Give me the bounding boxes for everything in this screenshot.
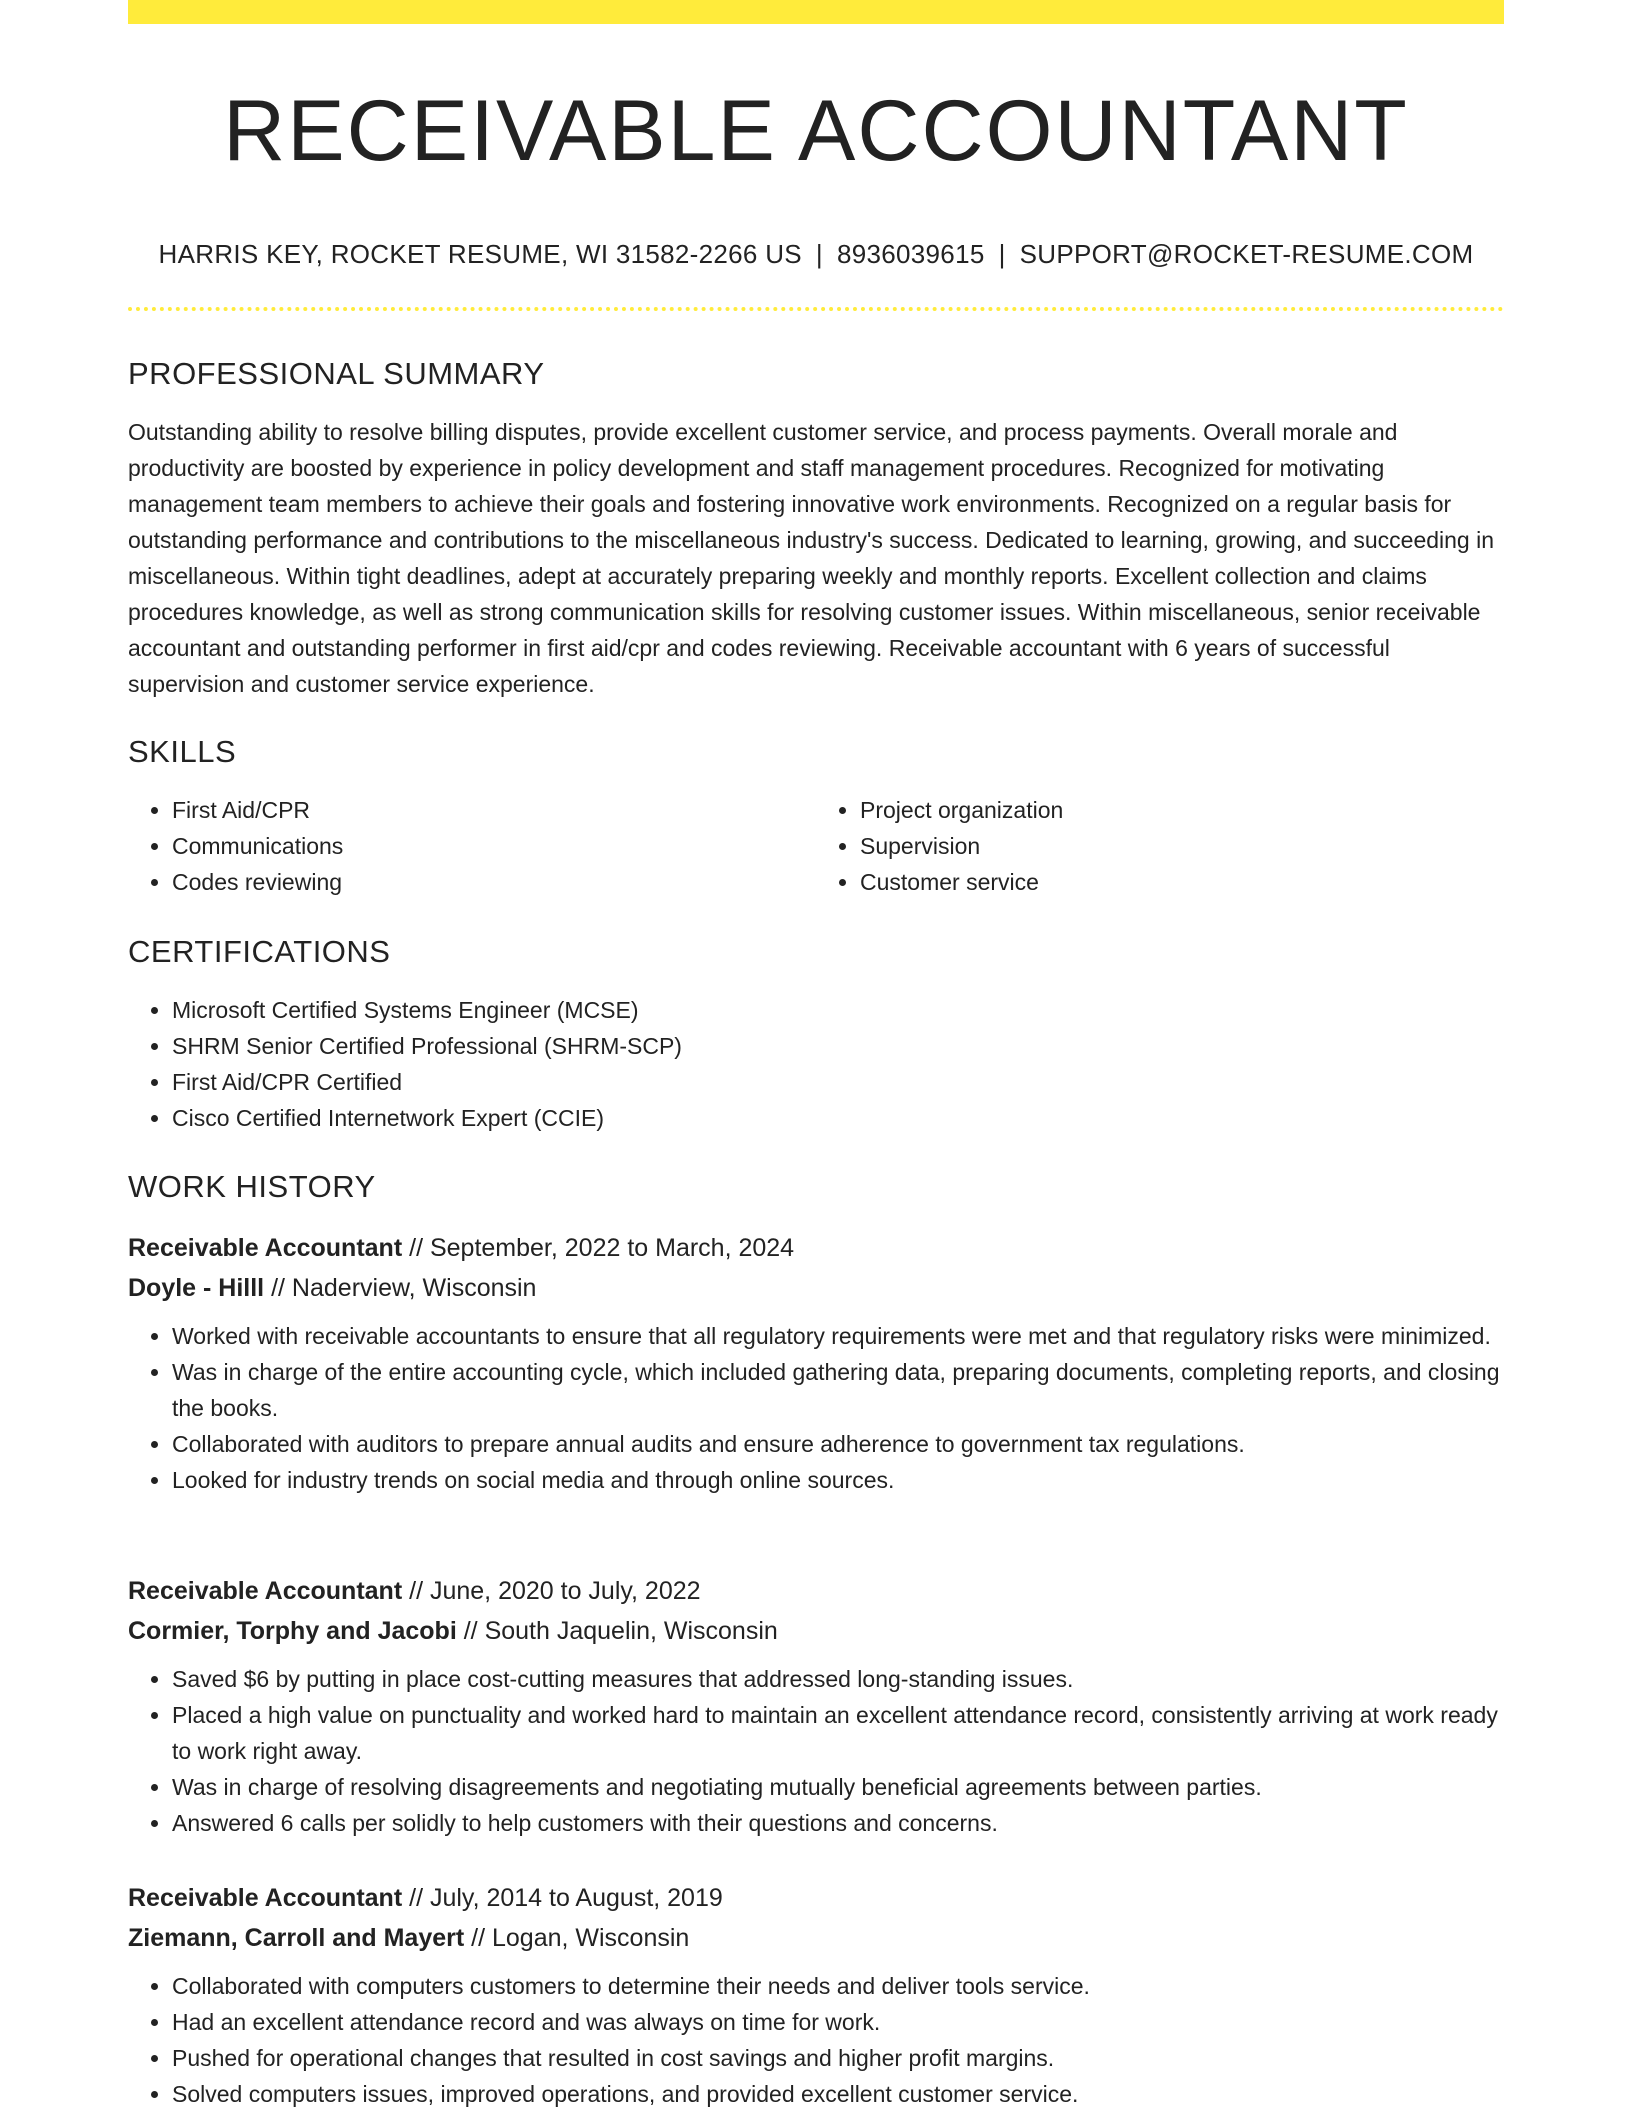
- job-title-line: [128, 1571, 1504, 1611]
- job-company: Ziemann, Carroll and Mayert: [128, 1924, 465, 1952]
- job-bullet: • Placed a high value on punctuality and worked hard to maintain an excellent attendance record, consistently arriving at work ready to work right away.: [172, 1697, 1504, 1769]
- section-heading: WORK HISTORY: [128, 1169, 376, 1204]
- job-bullet: • Looked for industry trends on social media and through online sources.: [172, 1462, 1504, 1498]
- job-title: Receivable Accountant: [128, 1577, 403, 1605]
- job-bullet: • Worked with receivable accountants to ensure that all regulatory requirements were met and that regulatory risks were minimized.: [172, 1318, 1504, 1354]
- contact-phone[interactable]: 8936039615: [836, 239, 985, 269]
- job-bullets: [128, 1661, 1504, 1841]
- job-company: Cormier, Torphy and Jacobi: [128, 1617, 457, 1645]
- certifications-list: [128, 992, 1504, 1136]
- job-dates: // September, 2022 to March, 2024: [409, 1234, 795, 1262]
- skill-item: • Supervision: [860, 828, 1504, 864]
- summary-text: Outstanding ability to resolve billing disputes, provide excellent customer service, and process payments. Overall morale and productivity are boosted by experience in policy development and staff management procedures. Recognized for motivating management team members to achieve their goals and fostering innovative work environments. Recognized on a regular basis for outstanding performance and contributions to the miscellaneous industry's success. Dedicated to learning, growing, and succeeding in miscellaneous. Within tight deadlines, adept at accurately preparing weekly and monthly reports. Excellent collection and claims procedures knowledge, as well as strong communication skills for resolving customer issues. Within miscellaneous, senior receivable accountant and outstanding performer in first aid/cpr and codes reviewing. Receivable accountant with 6 years of successful supervision and customer service experience.: [128, 419, 1495, 697]
- contact-separator: |: [998, 239, 1006, 269]
- contact-separator: |: [815, 239, 823, 269]
- job-dates: // July, 2014 to August, 2019: [409, 1884, 723, 1912]
- resume-title: RECEIVABLE ACCOUNTANT: [223, 83, 1409, 179]
- skills-columns: [128, 792, 1504, 900]
- section-heading: SKILLS: [128, 734, 237, 769]
- accent-top-bar: [128, 0, 1504, 24]
- certification-item: • SHRM Senior Certified Professional (SHRM-SCP): [172, 1028, 1504, 1064]
- job-title-line: [128, 1878, 1504, 1918]
- job-entry: [128, 1571, 1504, 1841]
- contact-address: HARRIS KEY, ROCKET RESUME, WI 31582-2266 US: [158, 239, 802, 269]
- job-title: Receivable Accountant: [128, 1884, 403, 1912]
- job-company: Doyle - Hilll: [128, 1274, 265, 1302]
- job-company-line: [128, 1268, 1504, 1308]
- job-bullet: • Saved $6 by putting in place cost-cutting measures that addressed long-standing issues.: [172, 1661, 1504, 1697]
- skill-item: • Customer service: [860, 864, 1504, 900]
- skill-item: • Communications: [172, 828, 816, 864]
- job-location: // South Jaquelin, Wisconsin: [463, 1617, 778, 1645]
- work-history-section: [128, 1167, 1504, 1207]
- summary-section: [128, 354, 1504, 702]
- job-bullet: • Collaborated with auditors to prepare annual audits and ensure adherence to government tax regulations.: [172, 1426, 1504, 1462]
- skills-section: [128, 732, 1504, 900]
- dotted-divider: [128, 307, 1504, 311]
- skill-item: • Project organization: [860, 792, 1504, 828]
- job-dates: // June, 2020 to July, 2022: [409, 1577, 701, 1605]
- job-company-line: [128, 1918, 1504, 1958]
- job-company-line: [128, 1611, 1504, 1651]
- job-title-line: [128, 1228, 1504, 1268]
- job-location: // Naderview, Wisconsin: [271, 1274, 537, 1302]
- certification-item: • Cisco Certified Internetwork Expert (CCIE): [172, 1100, 1504, 1136]
- job-bullets: [128, 1318, 1504, 1498]
- skills-list-right: [816, 792, 1504, 900]
- job-bullet: • Had an excellent attendance record and was always on time for work.: [172, 2004, 1504, 2040]
- job-bullet: • Pushed for operational changes that resulted in cost savings and higher profit margins.: [172, 2040, 1504, 2076]
- job-bullet: • Was in charge of resolving disagreements and negotiating mutually beneficial agreements between parties.: [172, 1769, 1504, 1805]
- certification-item: • First Aid/CPR Certified: [172, 1064, 1504, 1100]
- job-location: // Logan, Wisconsin: [471, 1924, 690, 1952]
- skill-item: • Codes reviewing: [172, 864, 816, 900]
- skills-list-left: [128, 792, 816, 900]
- job-bullets: [128, 1968, 1504, 2112]
- skill-item: • First Aid/CPR: [172, 792, 816, 828]
- job-bullet: • Answered 6 calls per solidly to help customers with their questions and concerns.: [172, 1805, 1504, 1841]
- contact-line: [128, 236, 1504, 272]
- job-entry: [128, 1228, 1504, 1498]
- job-bullet: • Collaborated with computers customers to determine their needs and deliver tools service.: [172, 1968, 1504, 2004]
- certification-item: • Microsoft Certified Systems Engineer (MCSE): [172, 992, 1504, 1028]
- contact-email[interactable]: SUPPORT@ROCKET-RESUME.COM: [1019, 239, 1474, 269]
- job-bullet: • Was in charge of the entire accounting cycle, which included gathering data, preparing documents, completing reports, and closing the books.: [172, 1354, 1504, 1426]
- section-heading: CERTIFICATIONS: [128, 934, 391, 969]
- section-heading: PROFESSIONAL SUMMARY: [128, 356, 545, 391]
- job-bullet: • Solved computers issues, improved operations, and provided excellent customer service.: [172, 2076, 1504, 2112]
- certifications-section: [128, 932, 1504, 1136]
- job-entry: [128, 1878, 1504, 2112]
- job-title: Receivable Accountant: [128, 1234, 403, 1262]
